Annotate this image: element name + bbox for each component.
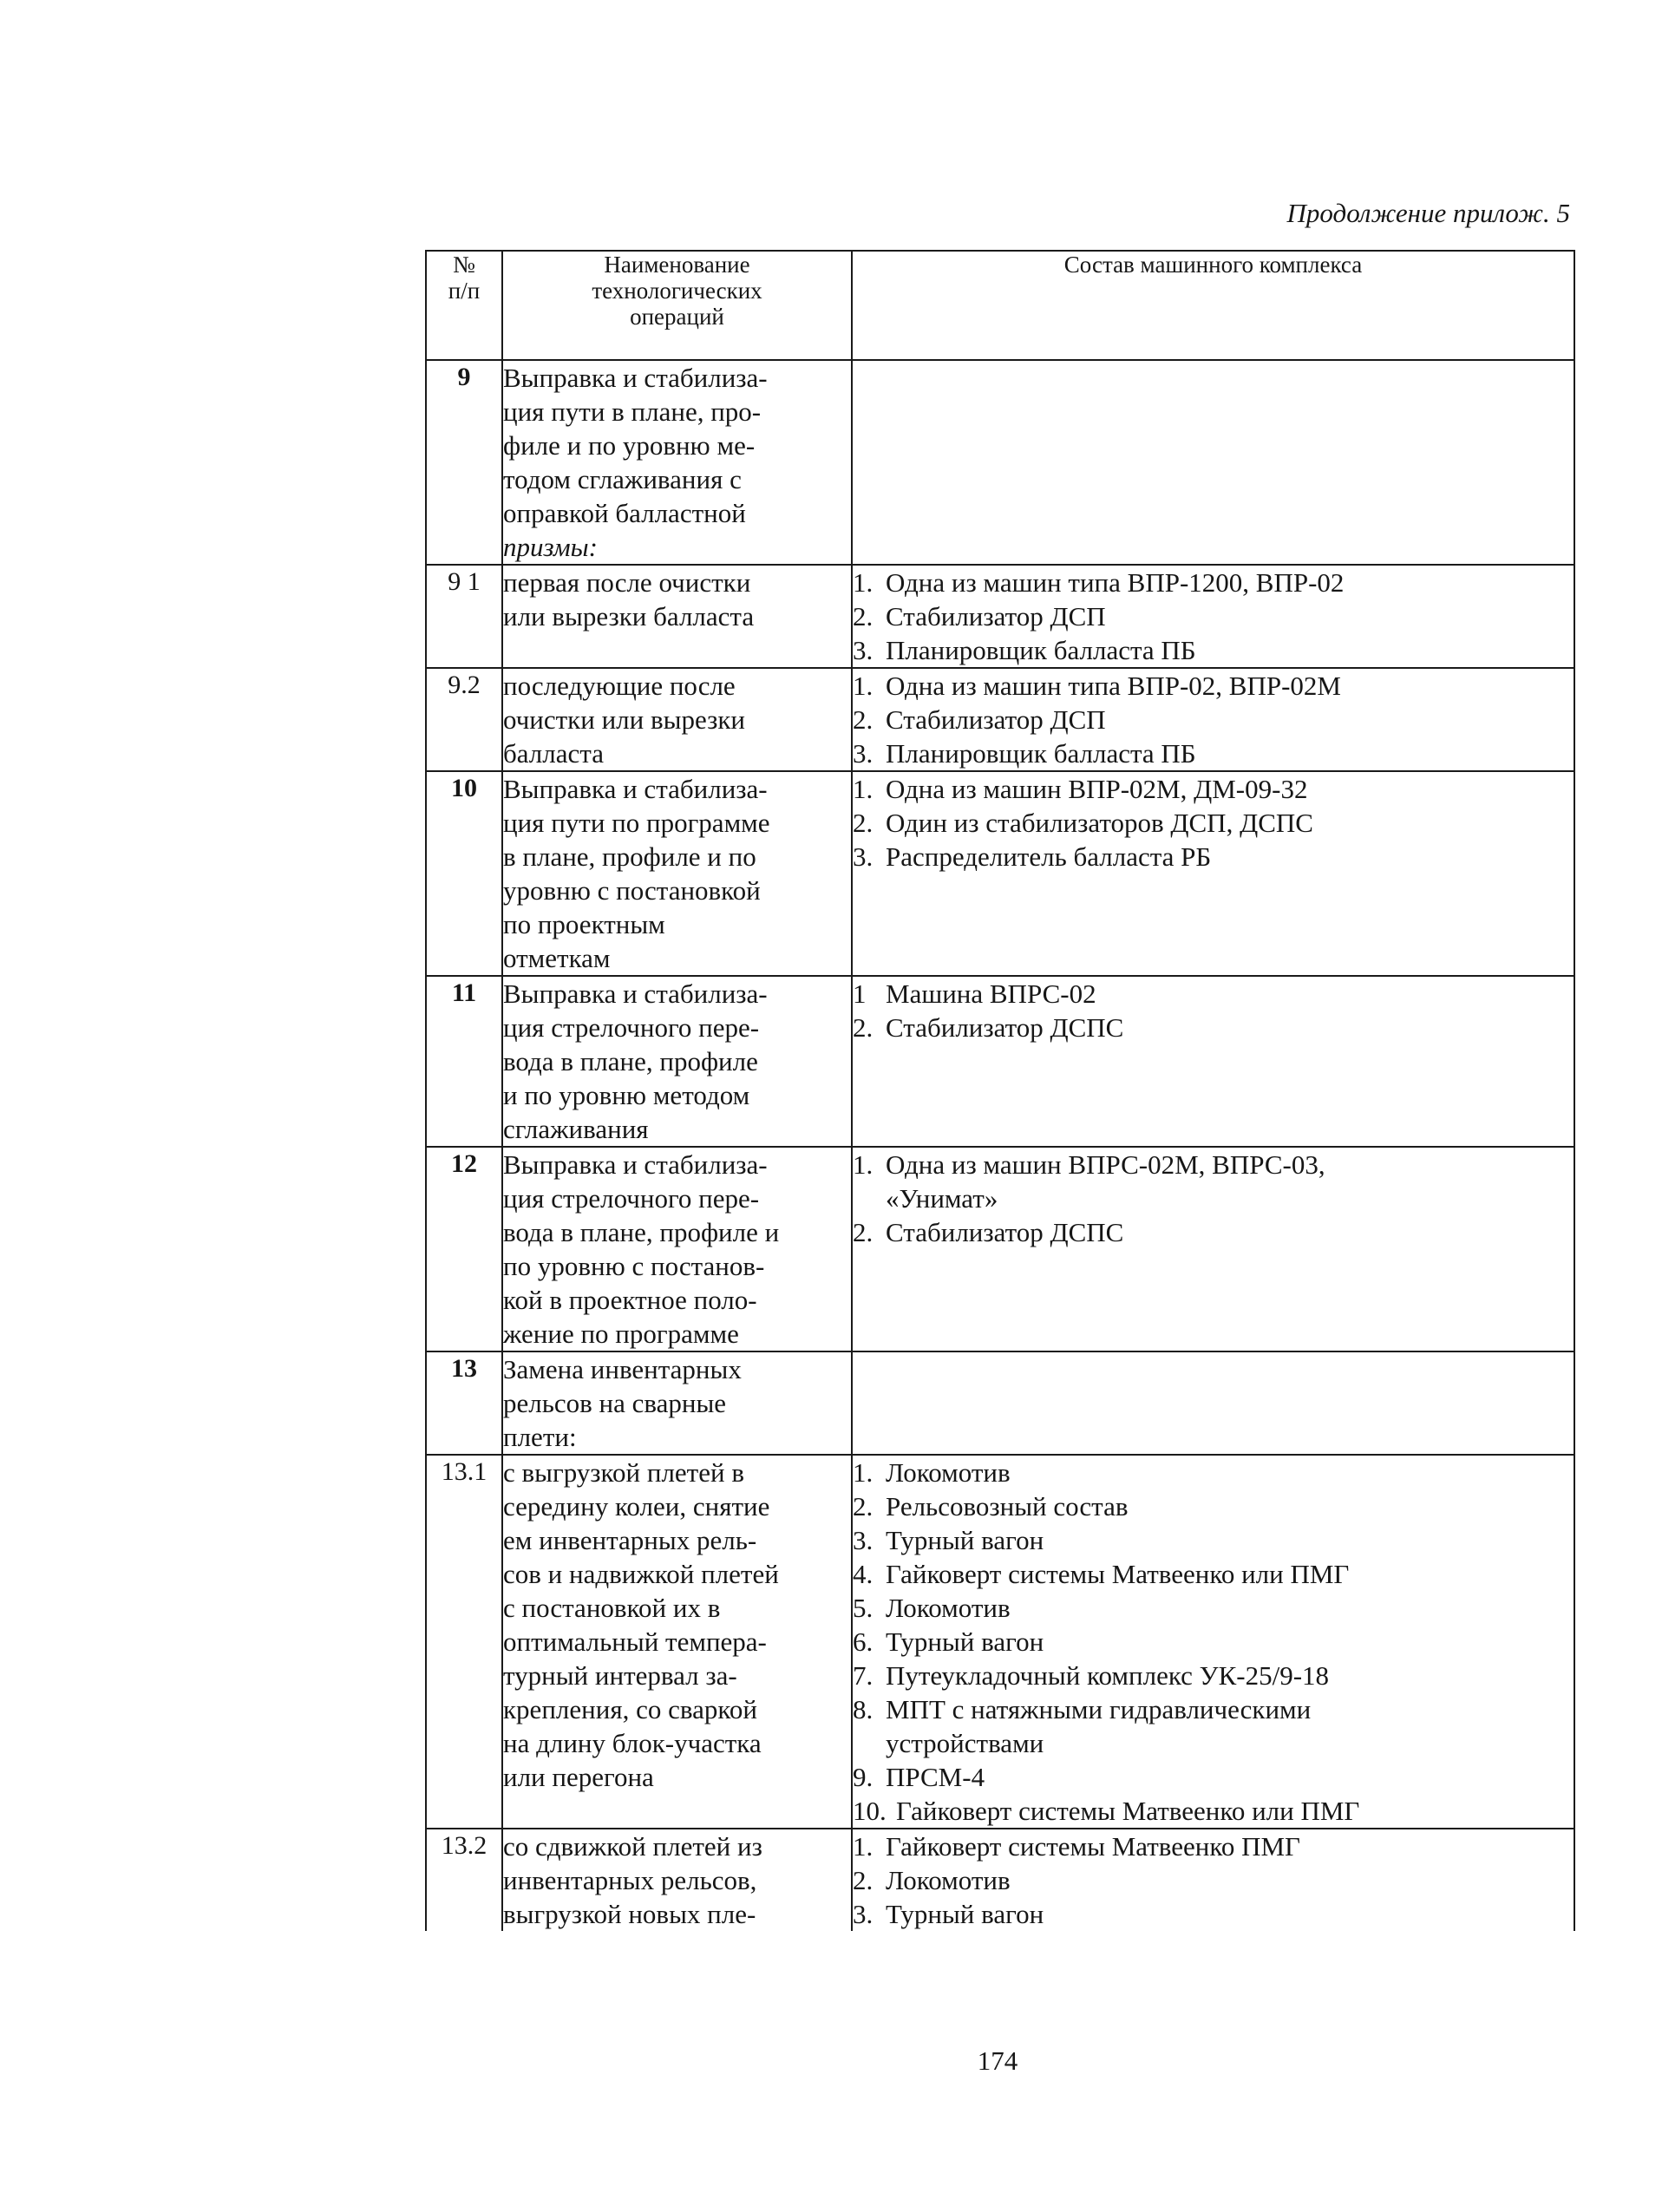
- operation-name: [502, 976, 852, 1147]
- list-item: [853, 1794, 1574, 1828]
- item-text: Одна из машин типа ВПР-1200, ВПР-02: [886, 567, 1345, 598]
- item-number: 4.: [853, 1559, 874, 1589]
- item-text: Локомотив: [886, 1593, 1011, 1623]
- table-row: [426, 771, 1574, 976]
- operation-name: [502, 668, 852, 771]
- row-number: 13.2: [426, 1829, 502, 1931]
- operation-name: [502, 1351, 852, 1455]
- row-number: 9: [426, 360, 502, 565]
- list-item: [853, 1148, 1574, 1215]
- table-row: [426, 976, 1574, 1147]
- continuation-caption: Продолжение прилож. 5: [1286, 198, 1570, 228]
- machine-composition: [852, 360, 1574, 565]
- operation-name: [502, 1455, 852, 1829]
- item-number: 1.: [853, 1457, 874, 1488]
- list-item: [853, 669, 1574, 703]
- table-row: [426, 1147, 1574, 1351]
- item-number: 3.: [853, 738, 874, 769]
- machine-list: [853, 566, 1574, 667]
- item-number: 3.: [853, 1899, 874, 1929]
- table-row: [426, 668, 1574, 771]
- table-row: [426, 565, 1574, 668]
- list-item: [853, 1625, 1574, 1659]
- list-item: [853, 1011, 1574, 1044]
- table-row: [426, 1829, 1574, 1931]
- item-number: 2.: [853, 704, 874, 735]
- machine-composition: [852, 668, 1574, 771]
- item-number: 6.: [853, 1626, 874, 1657]
- table-header-row: [426, 251, 1574, 360]
- machine-complex-table: [425, 250, 1575, 1931]
- list-item: [853, 1863, 1574, 1897]
- row-number: 13: [426, 1351, 502, 1455]
- item-text: Планировщик балласта ПБ: [886, 635, 1196, 665]
- operation-name-italic: призмы:: [503, 532, 598, 562]
- operation-name: [502, 771, 852, 976]
- row-number: 9 1: [426, 565, 502, 668]
- machine-list: [853, 1148, 1574, 1249]
- operation-name: [502, 360, 852, 565]
- item-text: Стабилизатор ДСП: [886, 704, 1106, 735]
- list-item: [853, 1557, 1574, 1591]
- machine-list: [853, 977, 1574, 1044]
- item-number: 1.: [853, 1831, 874, 1862]
- machine-list: [853, 772, 1574, 874]
- item-text: Рельсовозный состав: [886, 1491, 1129, 1522]
- operation-name: [502, 1829, 852, 1931]
- item-number: 5.: [853, 1593, 874, 1623]
- list-item: [853, 806, 1574, 840]
- item-text: ПРСМ-4: [886, 1762, 985, 1792]
- list-item: [853, 1215, 1574, 1249]
- item-number: 2.: [853, 601, 874, 632]
- item-number: 2.: [853, 808, 874, 838]
- row-number: 10: [426, 771, 502, 976]
- column-header-composition: Состав машинного комплекса: [852, 251, 1574, 360]
- item-number: 1.: [853, 567, 874, 598]
- operation-name-text: последующие после очистки или вырезки балласта: [503, 671, 745, 769]
- list-item: [853, 772, 1574, 806]
- machine-composition: [852, 565, 1574, 668]
- item-number: 2.: [853, 1217, 874, 1247]
- machine-composition: [852, 1829, 1574, 1931]
- item-number: 9.: [853, 1762, 874, 1792]
- item-number: 2.: [853, 1491, 874, 1522]
- list-item: [853, 633, 1574, 667]
- item-number: 3.: [853, 841, 874, 872]
- operation-name-text: с выгрузкой плетей в середину колеи, снятие ем инвентарных рель- сов и надвижкой плетей с постановкой их в оптимальный темпера- турный интервал за- крепления, со сваркой на длину блок-участка или перегона: [503, 1457, 779, 1792]
- machine-list: [853, 669, 1574, 770]
- table-body: [426, 360, 1574, 1931]
- list-item: [853, 977, 1574, 1011]
- list-item: [853, 1489, 1574, 1523]
- list-item: [853, 1523, 1574, 1557]
- item-text: Машина ВПРС-02: [886, 978, 1096, 1009]
- item-text: Локомотив: [886, 1865, 1011, 1895]
- list-item: [853, 1760, 1574, 1794]
- item-text: Гайковерт системы Матвеенко ПМГ: [886, 1831, 1300, 1862]
- machine-list: [853, 1456, 1574, 1828]
- item-text: Локомотив: [886, 1457, 1011, 1488]
- list-item: [853, 1591, 1574, 1625]
- item-text: Турный вагон: [886, 1626, 1044, 1657]
- list-item: [853, 1692, 1574, 1760]
- row-number: 13.1: [426, 1455, 502, 1829]
- item-text: Стабилизатор ДСПС: [886, 1217, 1124, 1247]
- item-text: Планировщик балласта ПБ: [886, 738, 1196, 769]
- item-text: Стабилизатор ДСПС: [886, 1012, 1124, 1043]
- list-item: [853, 736, 1574, 770]
- item-text: Гайковерт системы Матвеенко или ПМГ: [896, 1796, 1360, 1826]
- item-text: Стабилизатор ДСП: [886, 601, 1106, 632]
- machine-composition: [852, 1147, 1574, 1351]
- item-number: 8.: [853, 1694, 874, 1724]
- row-number: 9.2: [426, 668, 502, 771]
- list-item: [853, 703, 1574, 736]
- item-text: МПТ с натяжными гидравлическими устройствами: [886, 1694, 1312, 1758]
- item-text: Один из стабилизаторов ДСП, ДСПС: [886, 808, 1313, 838]
- item-text: Одна из машин ВПРС-02М, ВПРС-03, «Унимат»: [886, 1149, 1325, 1214]
- machine-composition: [852, 1455, 1574, 1829]
- item-number: 1: [853, 978, 867, 1009]
- item-number: 1.: [853, 671, 874, 701]
- item-text: Распределитель балласта РБ: [886, 841, 1212, 872]
- item-text: Турный вагон: [886, 1899, 1044, 1929]
- item-text: Гайковерт системы Матвеенко или ПМГ: [886, 1559, 1350, 1589]
- operation-name-text: Замена инвентарных рельсов на сварные плети:: [503, 1354, 742, 1452]
- list-item: [853, 1659, 1574, 1692]
- page-number: 174: [977, 2045, 1018, 2076]
- operation-name-text: Выправка и стабилиза- ция стрелочного пере- вода в плане, профиле и по уровню методом сглаживания: [503, 978, 768, 1144]
- row-number: 12: [426, 1147, 502, 1351]
- operation-name: [502, 1147, 852, 1351]
- list-item: [853, 599, 1574, 633]
- list-item: [853, 840, 1574, 874]
- column-header-operation: Наименование технологических операций: [502, 251, 852, 360]
- operation-name-text: Выправка и стабилиза- ция пути по программе в плане, профиле и по уровню с постановкой по проектным отметкам: [503, 774, 770, 973]
- table-row: [426, 1455, 1574, 1829]
- item-number: 7.: [853, 1660, 874, 1691]
- operation-name-text: со сдвижкой плетей из инвентарных рельсов, выгрузкой новых пле-: [503, 1831, 762, 1929]
- item-number: 2.: [853, 1865, 874, 1895]
- row-number: 11: [426, 976, 502, 1147]
- item-text: Путеукладочный комплекс УК-25/9-18: [886, 1660, 1330, 1691]
- table-row: [426, 360, 1574, 565]
- table-row: [426, 1351, 1574, 1455]
- item-number: 1.: [853, 1149, 874, 1180]
- operation-name-text: Выправка и стабилиза- ция стрелочного пере- вода в плане, профиле и по уровню с постанов- кой в проектное поло- жение по программе: [503, 1149, 780, 1349]
- machine-list: [853, 1829, 1574, 1931]
- item-number: 10.: [853, 1796, 887, 1826]
- list-item: [853, 1456, 1574, 1489]
- item-number: 2.: [853, 1012, 874, 1043]
- item-text: Турный вагон: [886, 1525, 1044, 1555]
- list-item: [853, 1829, 1574, 1863]
- operation-name: [502, 565, 852, 668]
- machine-composition: [852, 771, 1574, 976]
- operation-name-text: Выправка и стабилиза- ция пути в плане, про- филе и по уровню ме- тодом сглаживания с оправкой балластной: [503, 363, 768, 528]
- machine-composition: [852, 1351, 1574, 1455]
- list-item: [853, 566, 1574, 599]
- item-number: 3.: [853, 635, 874, 665]
- item-number: 1.: [853, 774, 874, 804]
- machine-composition: [852, 976, 1574, 1147]
- list-item: [853, 1897, 1574, 1931]
- operation-name-text: первая после очистки или вырезки балласта: [503, 567, 755, 632]
- item-text: Одна из машин ВПР-02М, ДМ-09-32: [886, 774, 1308, 804]
- column-header-number: № п/п: [426, 251, 502, 360]
- item-number: 3.: [853, 1525, 874, 1555]
- item-text: Одна из машин типа ВПР-02, ВПР-02М: [886, 671, 1341, 701]
